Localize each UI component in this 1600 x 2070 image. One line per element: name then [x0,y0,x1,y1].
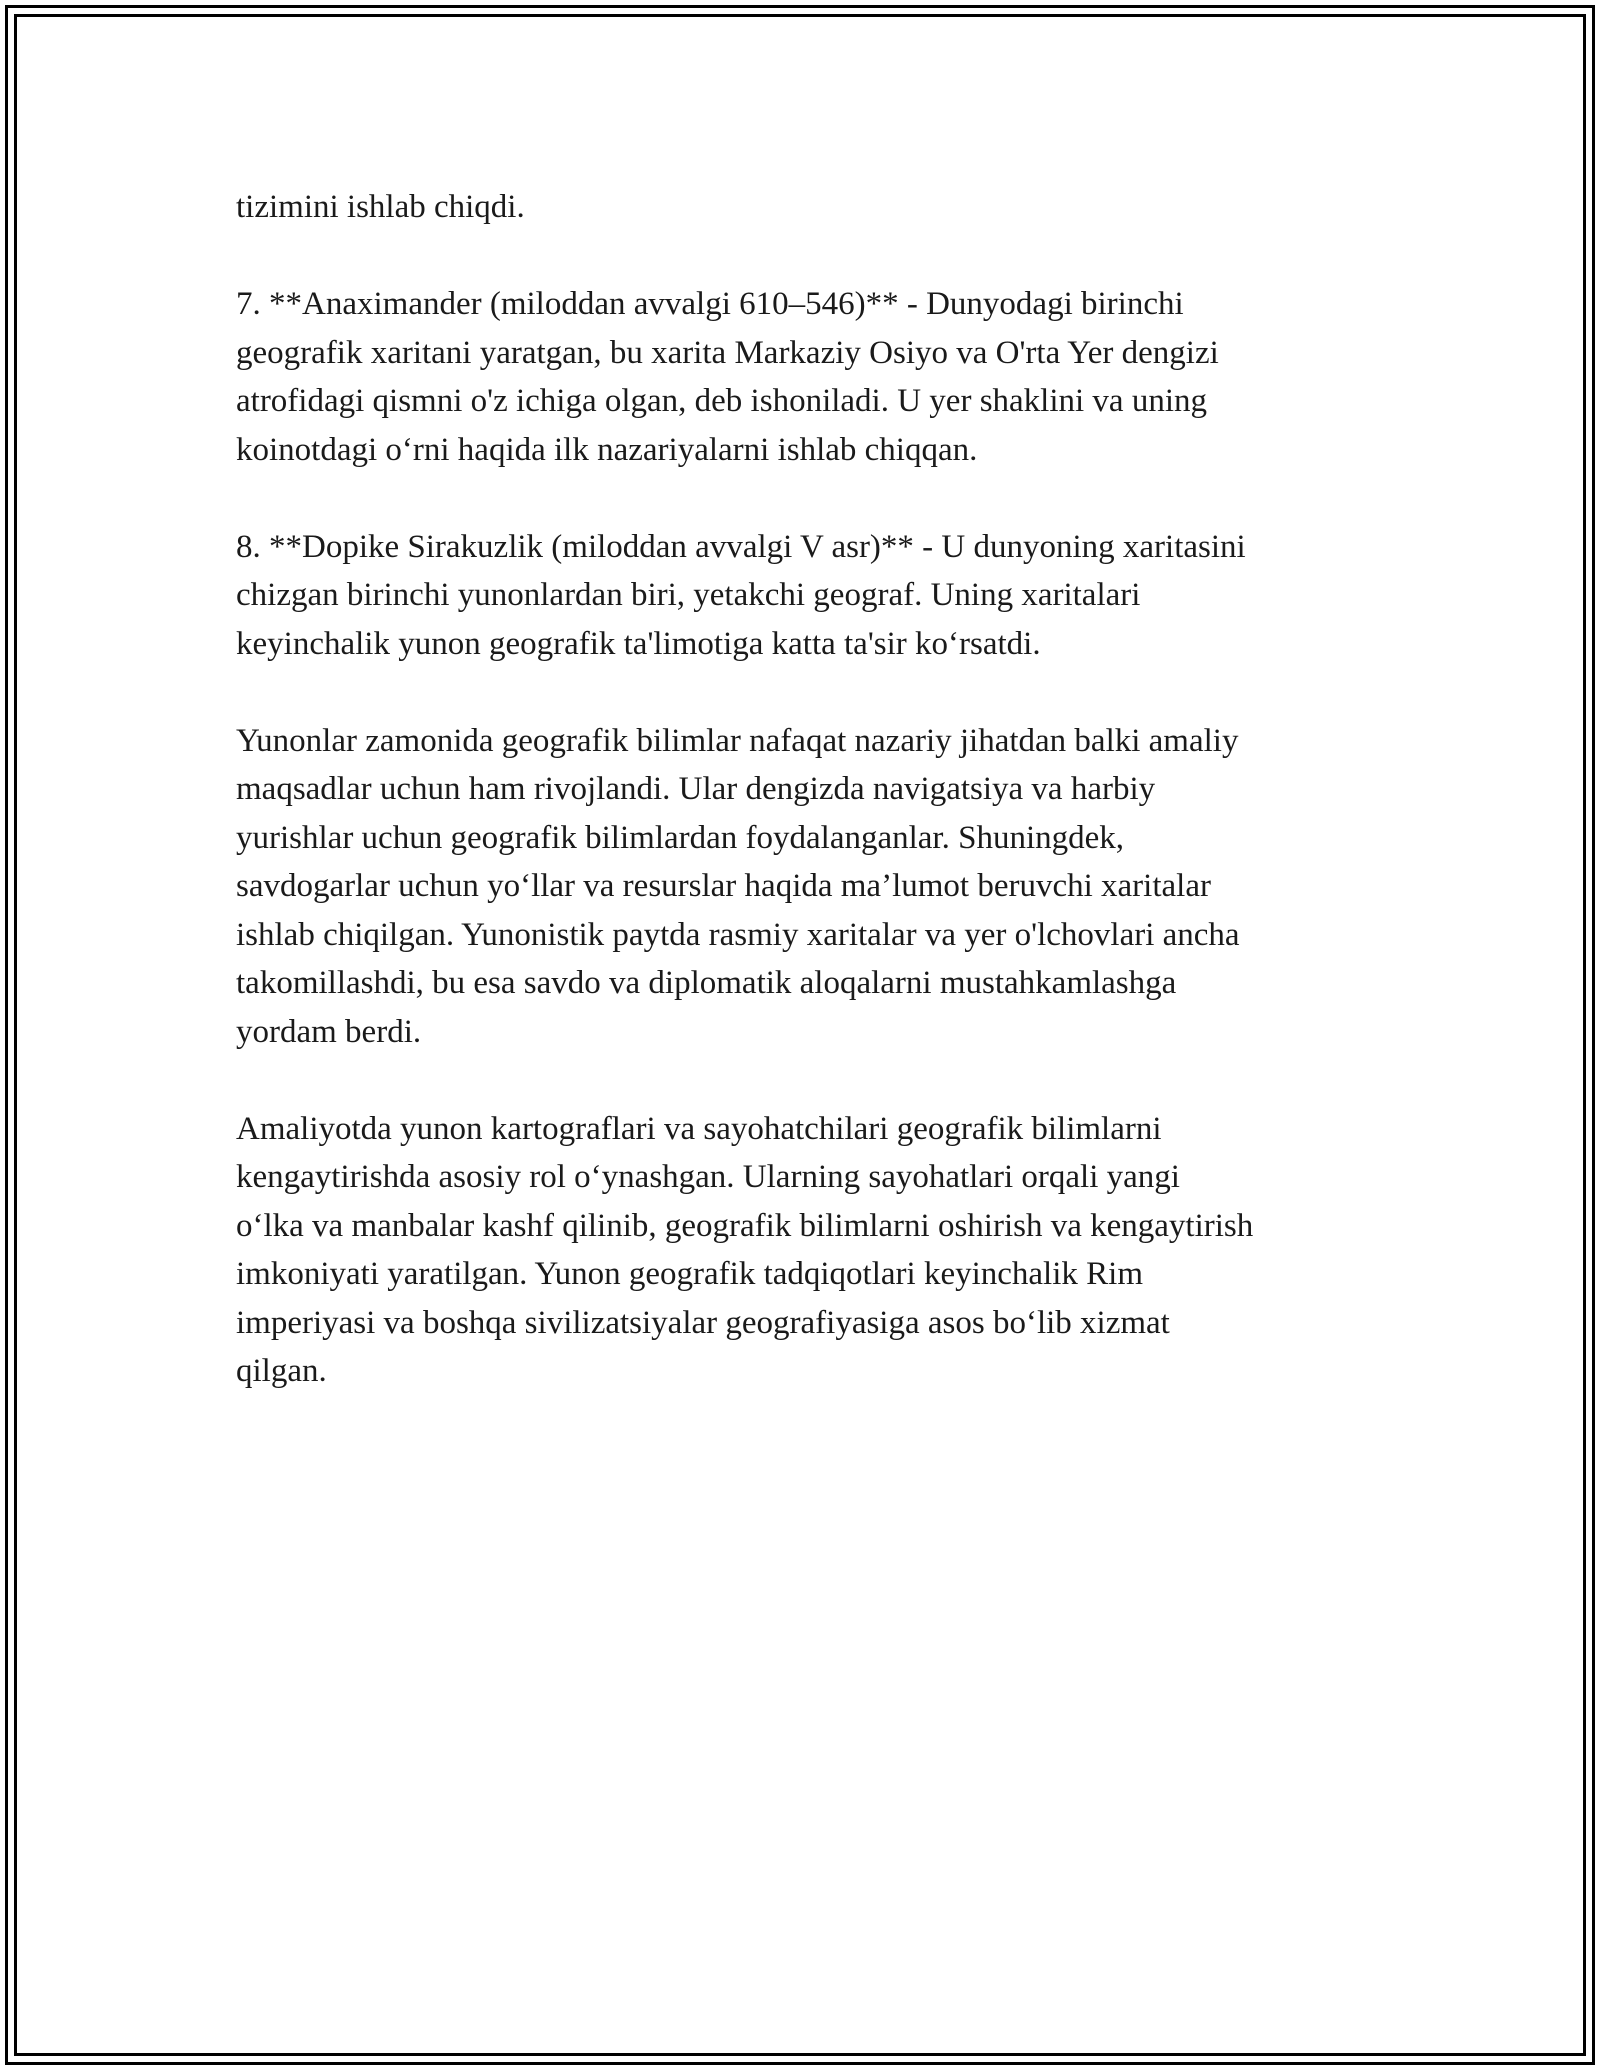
text-line: yurishlar uchun geografik bilimlardan foydalanganlar. Shuningdek, [236,819,1125,856]
text-line: qilgan. [236,1353,327,1389]
text-line: kengaytirishda asosiy rol o‘ynashgan. Ularning sayohatlari orqali yangi [236,1159,1180,1195]
paragraph-dopike [236,523,1376,669]
text-line: 8. **Dopike Sirakuzlik (miloddan avvalgi V asr)** - U dunyoning xaritasini [236,528,1246,565]
text-line: koinotdagi o‘rni haqida ilk nazariyalarni ishlab chiqqan. [236,431,978,468]
text-line: yordam berdi. [236,1013,422,1050]
text-line: o‘lka va manbalar kashf qilinib, geografik bilimlarni oshirish va kengaytirish [236,1207,1254,1244]
text-line: geografik xaritani yaratgan, bu xarita Markaziy Osiyo va O'rta Yer dengizi [236,334,1219,371]
text-line: keyinchalik yunon geografik ta'limotiga katta ta'sir ko‘rsatdi. [236,625,1041,662]
text-line: atrofidagi qismni o'z ichiga olgan, deb ishoniladi. U yer shaklini va uning [236,383,1208,419]
text-line: tizimini ishlab chiqdi. [236,189,525,225]
text-line: 7. **Anaximander (miloddan avvalgi 610–546)** - Dunyodagi birinchi [236,286,1184,322]
document-body [236,183,1376,1444]
text-line: savdogarlar uchun yo‘llar va resurslar haqida ma’lumot beruvchi xaritalar [236,868,1211,904]
paragraph-cartographers [236,1105,1376,1396]
text-line: maqsadlar uchun ham rivojlandi. Ular dengizda navigatsiya va harbiy [236,771,1156,807]
text-line: takomillashdi, bu esa savdo va diplomatik aloqalarni mustahkamlashga [236,965,1177,1001]
text-line: imperiyasi va boshqa sivilizatsiyalar geografiyasiga asos bo‘lib xizmat [236,1304,1170,1341]
paragraph-practical-purposes [236,717,1376,1057]
text-line: Yunonlar zamonida geografik bilimlar nafaqat nazariy jihatdan balki amaliy [236,722,1239,759]
text-line: imkoniyati yaratilgan. Yunon geografik tadqiqotlari keyinchalik Rim [236,1256,1143,1292]
text-line: chizgan birinchi yunonlardan biri, yetakchi geograf. Uning xaritalari [236,577,1141,613]
text-line: Amaliyotda yunon kartograflari va sayohatchilari geografik bilimlarni [236,1110,1162,1147]
paragraph-continuation [236,183,1376,232]
text-line: ishlab chiqilgan. Yunonistik paytda rasmiy xaritalar va yer o'lchovlari ancha [236,916,1240,953]
paragraph-anaximander [236,280,1376,474]
